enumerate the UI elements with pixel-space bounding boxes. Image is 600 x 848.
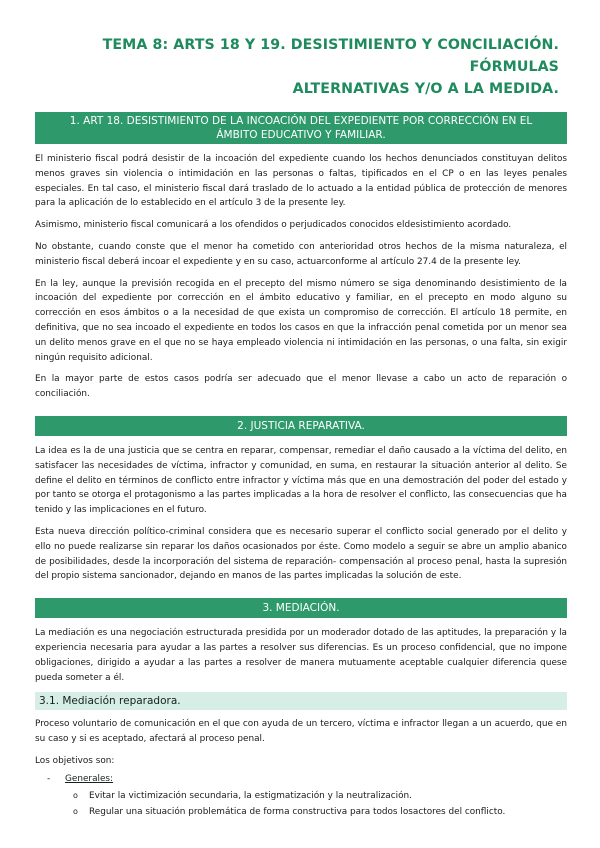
- section-2-paragraph-1: La idea es la de una justicia que se centra en reparar, compensar, remediar el daño causado a la víctima del delito, en satisfacer las necesidades de víctima, infractor y comunidad, en suma, en restaurar la situación anterior al delito. Se define el delito en términos de conflicto entre infractor y víctima más que en una demostración del poder del estado y por tanto se otorga el protagonismo a las partes implicadas a la hora de resolver el conflicto, las consecuencias que ha tenido y las implicaciones en el futuro.: [35, 445, 567, 516]
- section-1-heading-line-2: ÁMBITO EDUCATIVO Y FAMILIAR.: [216, 129, 386, 141]
- list-subitem-2: [73, 805, 567, 819]
- circle-bullet-icon: o: [73, 790, 78, 800]
- section-2-heading: 2. JUSTICIA REPARATIVA.: [35, 416, 567, 436]
- document-title: [35, 34, 559, 100]
- section-3-paragraph-1: La mediación es una negociación estructurada presidida por un moderador dotado de las aptitudes, la preparación y la experiencia necesaria para ayudar a las partes a resolver sus diferencias. Es un proceso confidencial, que no impone obligaciones, dirigido a ayudar a las partes a resolver de manera mutuamente aceptable cualquier diferencia quese pueda someter a él.: [35, 628, 567, 683]
- dash-marker: -: [47, 773, 51, 784]
- list-item-generales: [47, 772, 567, 786]
- section-1-paragraph-1: El ministerio fiscal podrá desistir de la incoación del expediente cuando los hechos denunciados constituyan delitos menos graves sin violencia o intimidación en las personas o faltas, tipificados en el CP o en las leyes penales especiales. En tal caso, el ministerio fiscal dará traslado de lo actuado a la entidad pública de protección de menores para la aplicación de lo establecido en el artículo 3 de la presente ley.: [35, 154, 567, 209]
- list-subitem-text: Evitar la victimización secundaria, la estigmatización y la neutralización.: [89, 790, 412, 801]
- subsection-3-1-paragraph-2: Los objetivos son:: [35, 755, 115, 766]
- subsection-3-1-paragraph-1: Proceso voluntario de comunicación en el que con ayuda de un tercero, víctima e infractor llegan a un acuerdo, que en su caso y si es aceptado, afectará al proceso penal.: [35, 719, 567, 745]
- section-1-heading: [35, 112, 567, 144]
- title-line-2: ALTERNATIVAS Y/O A LA MEDIDA.: [292, 81, 559, 97]
- list-subitem-text: Regular una situación problemática de forma constructiva para todos losactores del conflicto.: [89, 806, 506, 817]
- title-line-1: TEMA 8: ARTS 18 Y 19. DESISTIMIENTO Y CONCILIACIÓN. FÓRMULAS: [102, 37, 559, 75]
- section-1-heading-line-1: 1. ART 18. DESISTIMIENTO DE LA INCOACIÓN DEL EXPEDIENTE POR CORRECCIÓN EN EL: [69, 115, 533, 127]
- section-1-paragraph-2: Asimismo, ministerio fiscal comunicará a los ofendidos o perjudicados conocidos eldesistimiento acordado.: [35, 220, 512, 231]
- list-label-generales: Generales:: [65, 773, 114, 784]
- subsection-3-1-heading: 3.1. Mediación reparadora.: [35, 692, 567, 710]
- section-1-paragraph-5: En la mayor parte de estos casos podría ser adecuado que el menor llevase a cabo un acto de reparación o conciliación.: [35, 374, 567, 400]
- circle-bullet-icon: o: [73, 806, 78, 816]
- section-3-heading: 3. MEDIACIÓN.: [35, 598, 567, 618]
- list-subitem-1: [73, 789, 567, 803]
- section-1-paragraph-4: En la ley, aunque la previsión recogida en el precepto del mismo número se siga denominando desistimiento de la incoación del expediente por corrección en el ámbito educativo y familiar, en el precepto en modo alguno su corrección en esos ámbitos o a la necesidad de que exista un compromiso de corrección. El artículo 18 permite, en definitiva, que no sea incoado el expediente en todos los casos en que la infracción penal cometida por un menor sea un delito menos grave en el que no se haya empleado violencia ni intimidación en las personas, o una falta, sin exigir ningún requisito adicional.: [35, 278, 567, 363]
- section-2-paragraph-2: Esta nueva dirección político-criminal considera que es necesario superar el conflicto social generado por el delito y ello no puede realizarse sin reparar los daños ocasionados por éste. Como modelo a seguir se abre un amplio abanico de posibilidades, desde la incorporación del sistema de reparación- compensación al proceso penal, hasta la supresión del propio sistema sancionador, dejando en manos de las partes implicadas la solución de este.: [35, 526, 567, 582]
- section-1-paragraph-3: No obstante, cuando conste que el menor ha cometido con anterioridad otros hechos de la misma naturaleza, el ministerio fiscal deberá incoar el expediente y en su caso, actuarconforme al artículo 27.4 de la presente ley.: [35, 241, 567, 267]
